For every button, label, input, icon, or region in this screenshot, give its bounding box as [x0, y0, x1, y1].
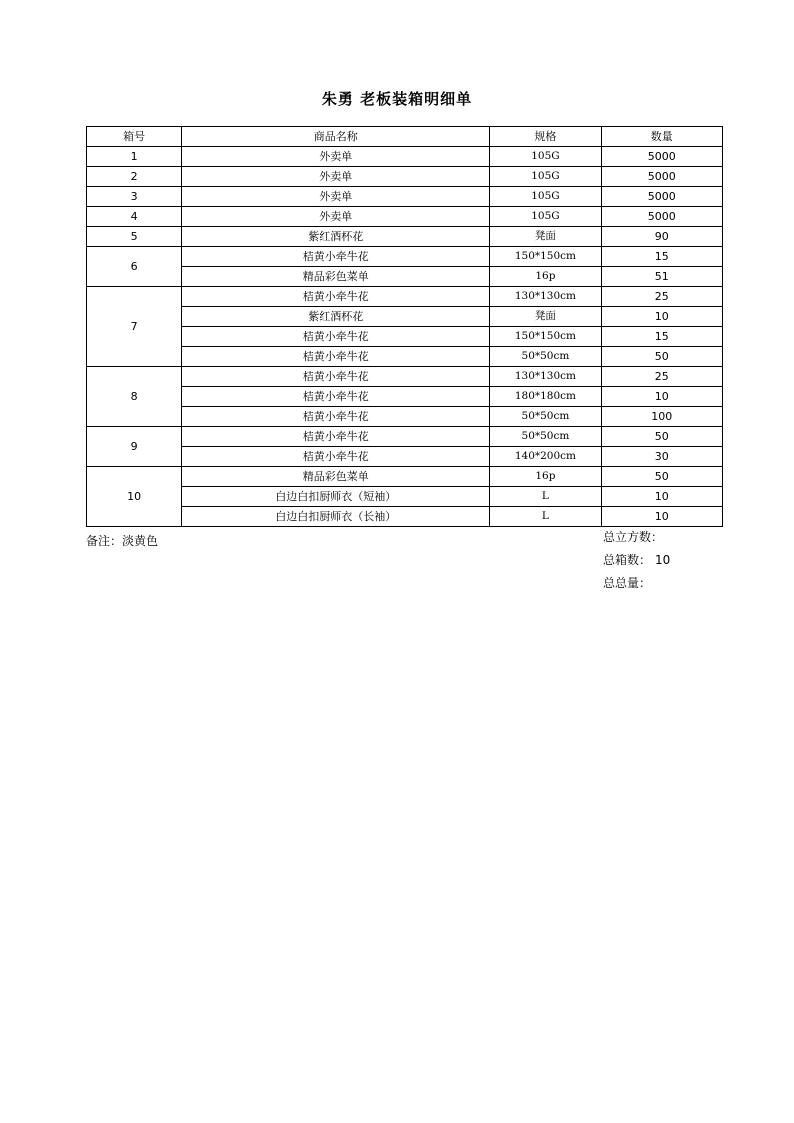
table-row	[87, 247, 723, 267]
cell-quantity: 15	[601, 247, 722, 267]
cell-quantity: 10	[601, 507, 722, 527]
cell-product-name: 精品彩色菜单	[182, 467, 490, 487]
cell-spec: 105G	[490, 167, 601, 187]
cell-product-name: 外卖单	[182, 147, 490, 167]
total-volume	[603, 529, 670, 552]
table-row	[87, 267, 723, 287]
cell-spec: L	[490, 507, 601, 527]
cell-quantity: 5000	[601, 147, 722, 167]
cell-spec: 50*50cm	[490, 347, 601, 367]
packing-list-table	[86, 126, 723, 527]
cell-product-name: 桔黄小牵牛花	[182, 407, 490, 427]
cell-spec: 16p	[490, 467, 601, 487]
cell-spec: 150*150cm	[490, 327, 601, 347]
cell-quantity: 10	[601, 487, 722, 507]
cell-product-name: 桔黄小牵牛花	[182, 327, 490, 347]
cell-quantity: 30	[601, 447, 722, 467]
cell-quantity: 50	[601, 467, 722, 487]
table-header-row	[87, 127, 723, 147]
table-row	[87, 307, 723, 327]
cell-spec: 180*180cm	[490, 387, 601, 407]
cell-product-name: 白边白扣厨师衣（长袖）	[182, 507, 490, 527]
cell-quantity: 5000	[601, 167, 722, 187]
cell-spec: 105G	[490, 187, 601, 207]
cell-product-name: 桔黄小牵牛花	[182, 367, 490, 387]
cell-spec: 130*130cm	[490, 367, 601, 387]
table-body	[87, 147, 723, 527]
cell-product-name: 桔黄小牵牛花	[182, 287, 490, 307]
cell-quantity: 10	[601, 387, 722, 407]
cell-product-name: 桔黄小牵牛花	[182, 347, 490, 367]
header-box-number: 箱号	[87, 127, 182, 147]
cell-box-number: 4	[87, 207, 182, 227]
cell-box-number: 3	[87, 187, 182, 207]
total-weight	[603, 575, 670, 598]
table-row	[87, 347, 723, 367]
table-row	[87, 147, 723, 167]
cell-box-number: 2	[87, 167, 182, 187]
total-weight-label: 总总量：	[603, 576, 652, 590]
cell-box-number: 8	[87, 367, 182, 427]
total-boxes	[603, 552, 670, 575]
cell-quantity: 25	[601, 367, 722, 387]
table-row	[87, 327, 723, 347]
totals-block	[603, 529, 670, 598]
cell-product-name: 精品彩色菜单	[182, 267, 490, 287]
table-row	[87, 487, 723, 507]
cell-quantity: 25	[601, 287, 722, 307]
cell-spec: 16p	[490, 267, 601, 287]
cell-product-name: 白边白扣厨师衣（短袖）	[182, 487, 490, 507]
cell-quantity: 50	[601, 347, 722, 367]
table-row	[87, 427, 723, 447]
table-row	[87, 167, 723, 187]
cell-box-number: 10	[87, 467, 182, 527]
table-row	[87, 227, 723, 247]
cell-box-number: 9	[87, 427, 182, 467]
cell-spec: 凳面	[490, 307, 601, 327]
cell-quantity: 100	[601, 407, 722, 427]
header-product-name: 商品名称	[182, 127, 490, 147]
table-row	[87, 507, 723, 527]
cell-box-number: 6	[87, 247, 182, 287]
total-boxes-label: 总箱数：	[603, 553, 652, 567]
cell-quantity: 90	[601, 227, 722, 247]
cell-spec: L	[490, 487, 601, 507]
table-row	[87, 447, 723, 467]
header-quantity: 数量	[601, 127, 722, 147]
cell-spec: 50*50cm	[490, 407, 601, 427]
table-row	[87, 187, 723, 207]
table-row	[87, 387, 723, 407]
header-spec: 规格	[490, 127, 601, 147]
table-row	[87, 207, 723, 227]
table-row	[87, 407, 723, 427]
cell-spec: 130*130cm	[490, 287, 601, 307]
remark-note: 备注：淡黄色	[86, 534, 159, 548]
cell-spec: 50*50cm	[490, 427, 601, 447]
total-volume-label: 总立方数：	[603, 530, 664, 544]
cell-quantity: 51	[601, 267, 722, 287]
total-boxes-value: 10	[655, 553, 671, 567]
cell-product-name: 紫红酒杯花	[182, 227, 490, 247]
table-row	[87, 287, 723, 307]
cell-quantity: 5000	[601, 207, 722, 227]
cell-spec: 105G	[490, 207, 601, 227]
cell-product-name: 外卖单	[182, 167, 490, 187]
cell-product-name: 桔黄小牵牛花	[182, 447, 490, 467]
cell-spec: 150*150cm	[490, 247, 601, 267]
cell-quantity: 10	[601, 307, 722, 327]
cell-product-name: 外卖单	[182, 207, 490, 227]
cell-quantity: 50	[601, 427, 722, 447]
cell-spec: 凳面	[490, 227, 601, 247]
cell-spec: 140*200cm	[490, 447, 601, 467]
cell-box-number: 7	[87, 287, 182, 367]
cell-product-name: 紫红酒杯花	[182, 307, 490, 327]
cell-quantity: 15	[601, 327, 722, 347]
cell-product-name: 外卖单	[182, 187, 490, 207]
cell-box-number: 5	[87, 227, 182, 247]
cell-product-name: 桔黄小牵牛花	[182, 247, 490, 267]
cell-box-number: 1	[87, 147, 182, 167]
document-title: 朱勇 老板装箱明细单	[321, 90, 473, 108]
table-row	[87, 467, 723, 487]
cell-product-name: 桔黄小牵牛花	[182, 427, 490, 447]
table-row	[87, 367, 723, 387]
cell-quantity: 5000	[601, 187, 722, 207]
cell-product-name: 桔黄小牵牛花	[182, 387, 490, 407]
cell-spec: 105G	[490, 147, 601, 167]
